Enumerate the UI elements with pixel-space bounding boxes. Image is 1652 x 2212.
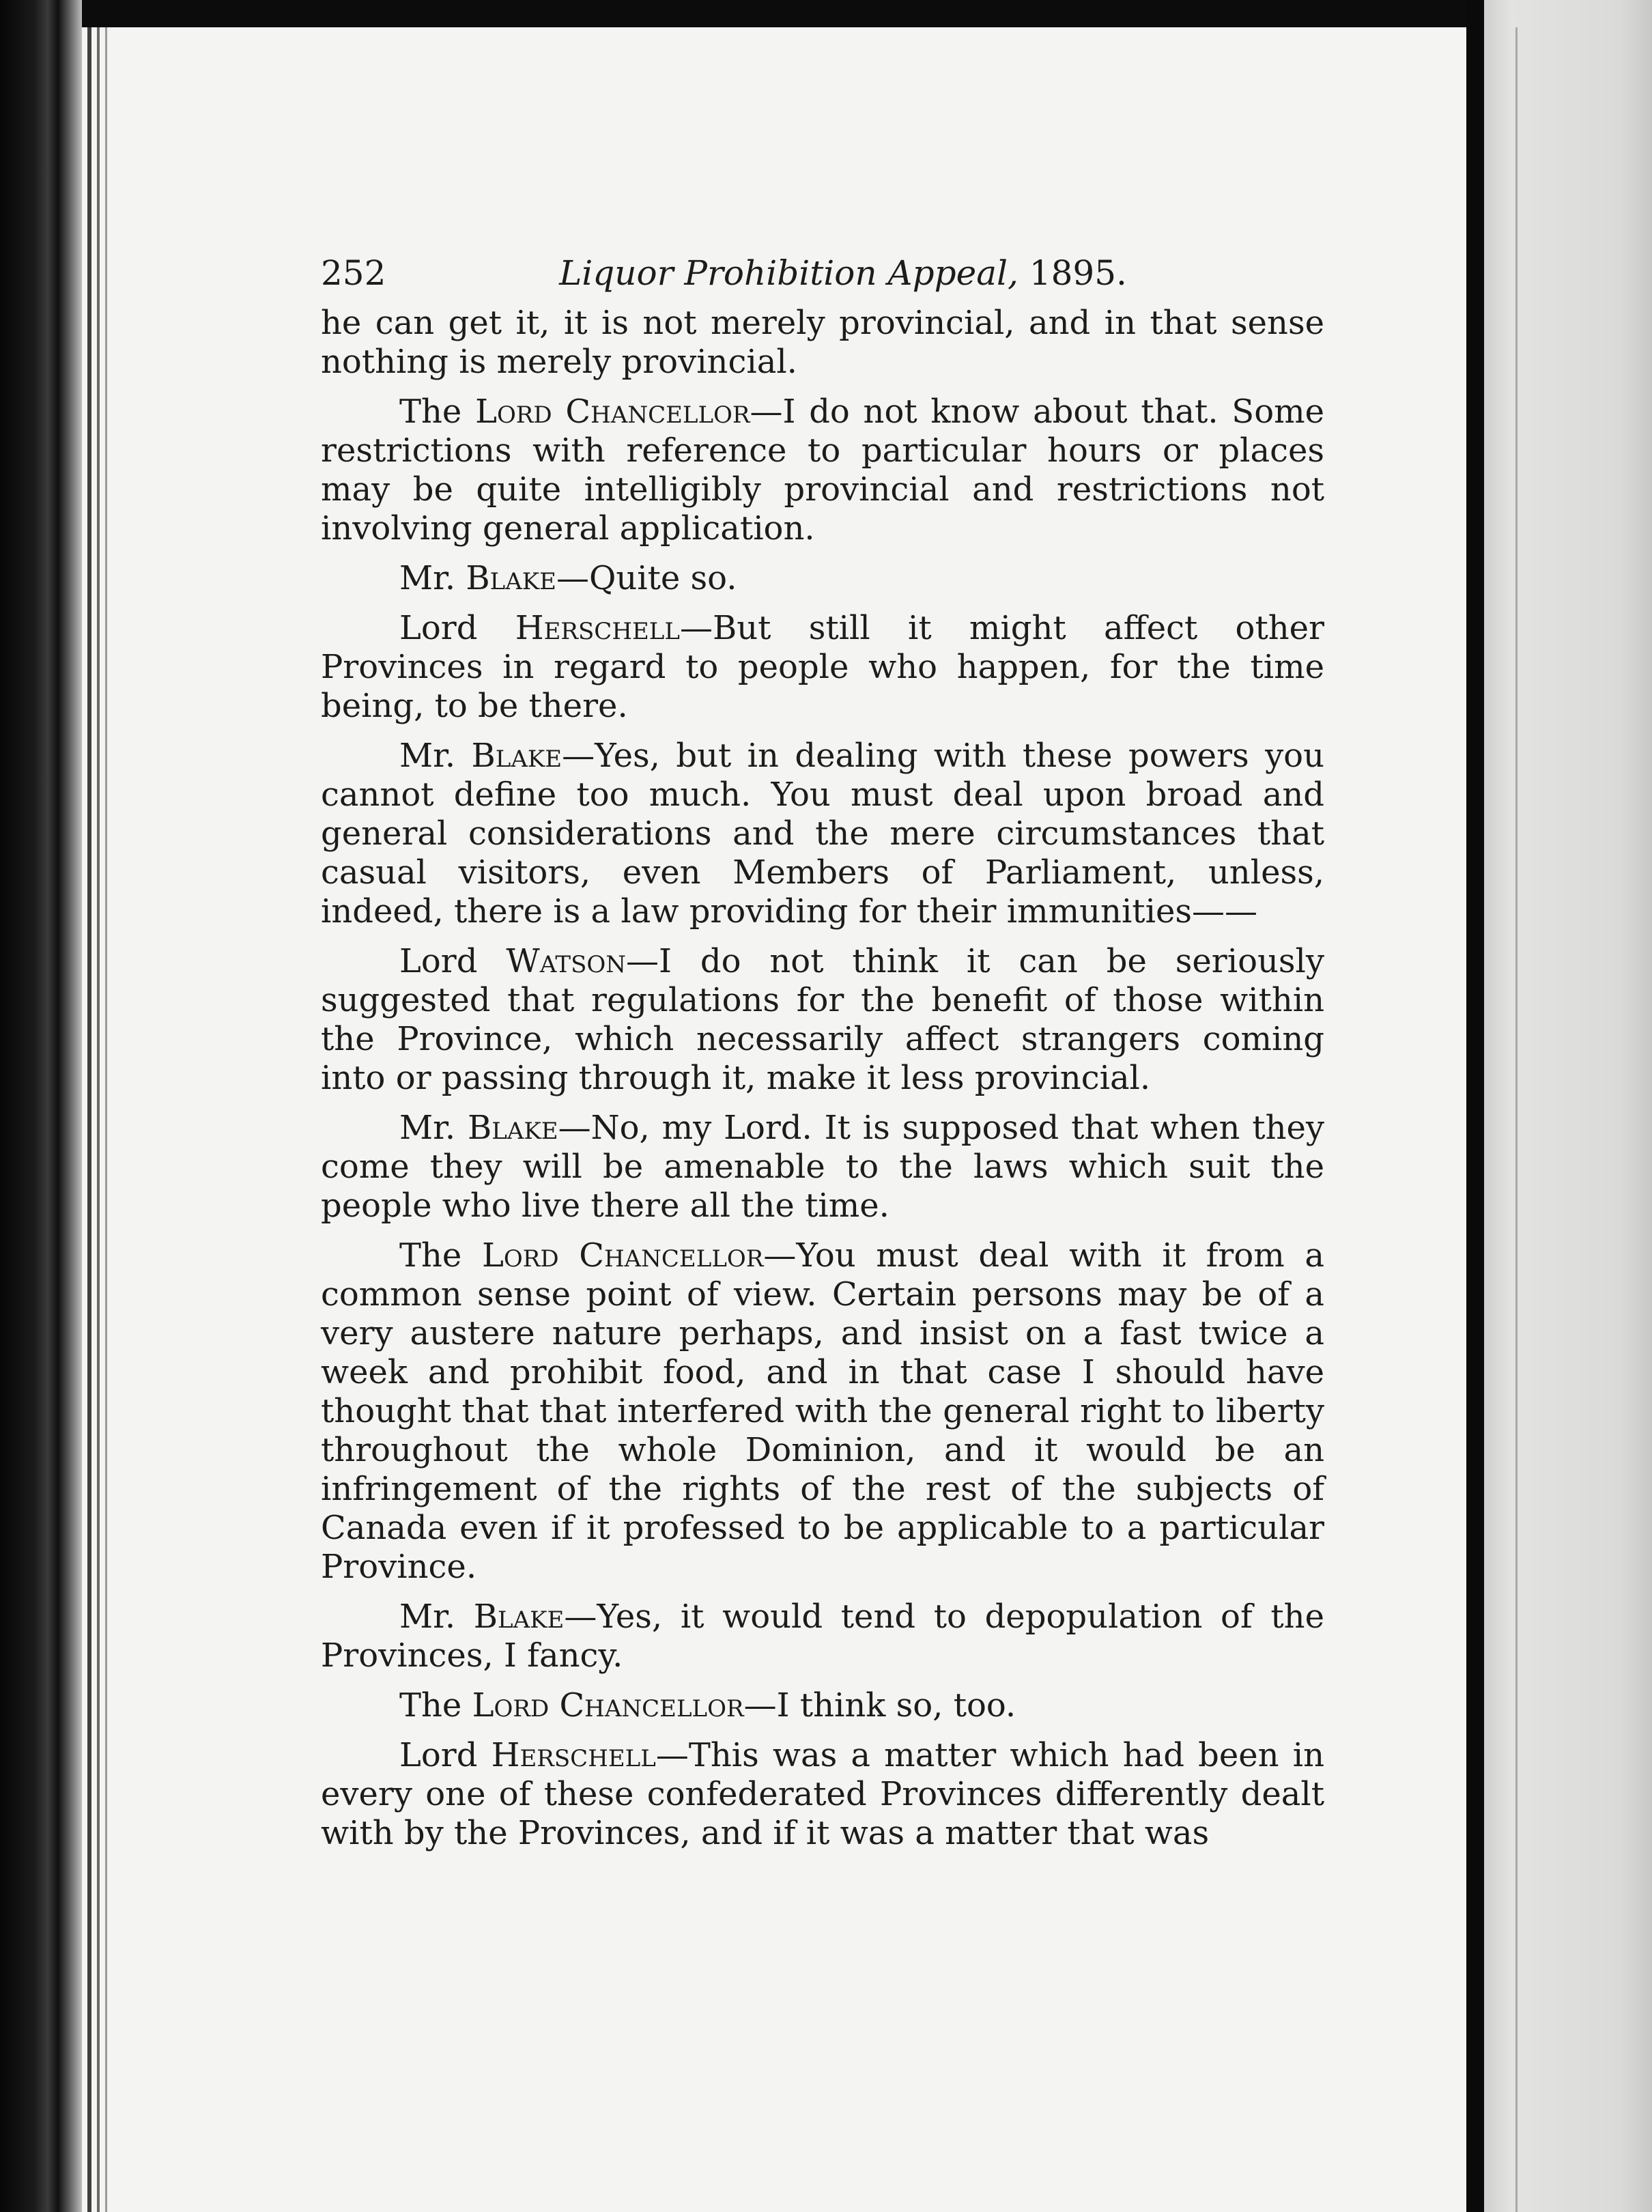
speaker-name: Watson xyxy=(506,942,626,980)
paragraph-text: —You must deal with it from a common sense point of view. Certain persons may be of a very austere nature perhaps, and insist on a fast twice a week and prohibit food, and in that case I should have thought that that interfered with the general right to liberty throughout the whole Dominion, and it would be an infringement of the rights of the rest of the subjects of Canada even if it professed to be applicable to a particular Province. xyxy=(321,1236,1324,1586)
paragraph xyxy=(321,942,1324,1098)
speaker-name: Herschell xyxy=(491,1736,656,1774)
book-page xyxy=(321,242,1324,1949)
paragraph-text: —Yes, but in dealing with these powers you cannot define too much. You must deal upon broad and general considerations and the mere circumstances that casual visitors, even Members of Parliament, unless, indeed, there is a law providing for their immunities—— xyxy=(321,737,1324,931)
paragraph xyxy=(321,737,1324,931)
speaker-prefix: The xyxy=(399,1686,472,1725)
facing-page-edge xyxy=(1484,0,1652,2212)
paragraph-text: —I do not think it can be seriously suggested that regulations for the benefit of those within the Province, which necessarily affect strangers coming into or passing through it, make it less provincial. xyxy=(321,942,1325,1097)
paragraph-text: —This was a matter which had been in every one of these confederated Provinces differently dealt with by the Provinces, and if it was a matter that was xyxy=(321,1736,1325,1852)
speaker-prefix: Lord xyxy=(399,609,515,647)
paragraph-text: —I do not know about that. Some restrictions with reference to particular hours or places may be quite intelligibly provincial and restrictions not involving general application. xyxy=(321,393,1325,548)
paragraph-text: —Quite so. xyxy=(556,559,737,597)
paragraph xyxy=(321,304,1324,382)
running-header xyxy=(321,242,1324,304)
speaker-prefix: Lord xyxy=(399,942,507,980)
speaker-name: Herschell xyxy=(515,609,680,647)
speaker-prefix: Mr. xyxy=(399,1598,474,1636)
paragraph-text: —Yes, it would tend to depopulation of the Provinces, I fancy. xyxy=(321,1598,1324,1675)
paragraph-text: —But still it might affect other Provinces in regard to people who happen, for the time being, to be there. xyxy=(321,609,1324,725)
body-text xyxy=(321,304,1324,1853)
paragraph xyxy=(321,609,1324,726)
speaker-prefix: The xyxy=(399,393,476,431)
paragraph xyxy=(321,1598,1324,1675)
paragraph-text: he can get it, it is not merely provincial, and in that sense nothing is merely provincial. xyxy=(321,304,1324,381)
speaker-prefix: The xyxy=(399,1236,482,1275)
speaker-name: Lord Chancellor xyxy=(475,393,750,431)
paragraph-text: —I think so, too. xyxy=(743,1686,1016,1725)
page-gutter-shadow xyxy=(1466,0,1484,2212)
speaker-name: Blake xyxy=(466,559,556,597)
speaker-prefix: Mr. xyxy=(399,559,466,597)
running-title xyxy=(321,242,1324,304)
speaker-name: Lord Chancellor xyxy=(481,1236,764,1275)
paragraph-text: —No, my Lord. It is supposed that when they come they will be amenable to the laws which suit the people who live there all the time. xyxy=(321,1109,1325,1225)
paragraph xyxy=(321,393,1324,548)
binding-edge-line xyxy=(87,27,91,2212)
speaker-prefix: Mr. xyxy=(399,1109,468,1147)
paragraph xyxy=(321,1109,1324,1225)
binding-edge-line xyxy=(105,27,107,2212)
paragraph xyxy=(321,1736,1324,1853)
paragraph xyxy=(321,1236,1324,1587)
facing-page-line xyxy=(1515,27,1518,2212)
page-number: 252 xyxy=(321,253,386,293)
speaker-name: Blake xyxy=(467,1109,558,1147)
scan-left-border xyxy=(0,0,82,2212)
scan-top-border xyxy=(0,0,1652,27)
running-title-year: 1895. xyxy=(1029,253,1127,293)
speaker-name: Blake xyxy=(471,737,562,775)
running-title-text: Liquor Prohibition Appeal, xyxy=(559,253,1019,293)
paragraph xyxy=(321,1686,1324,1725)
speaker-prefix: Lord xyxy=(399,1736,492,1774)
speaker-name: Lord Chancellor xyxy=(472,1686,744,1725)
paragraph xyxy=(321,559,1324,598)
speaker-prefix: Mr. xyxy=(399,737,472,775)
binding-edge-line xyxy=(97,27,100,2212)
speaker-name: Blake xyxy=(473,1598,565,1636)
